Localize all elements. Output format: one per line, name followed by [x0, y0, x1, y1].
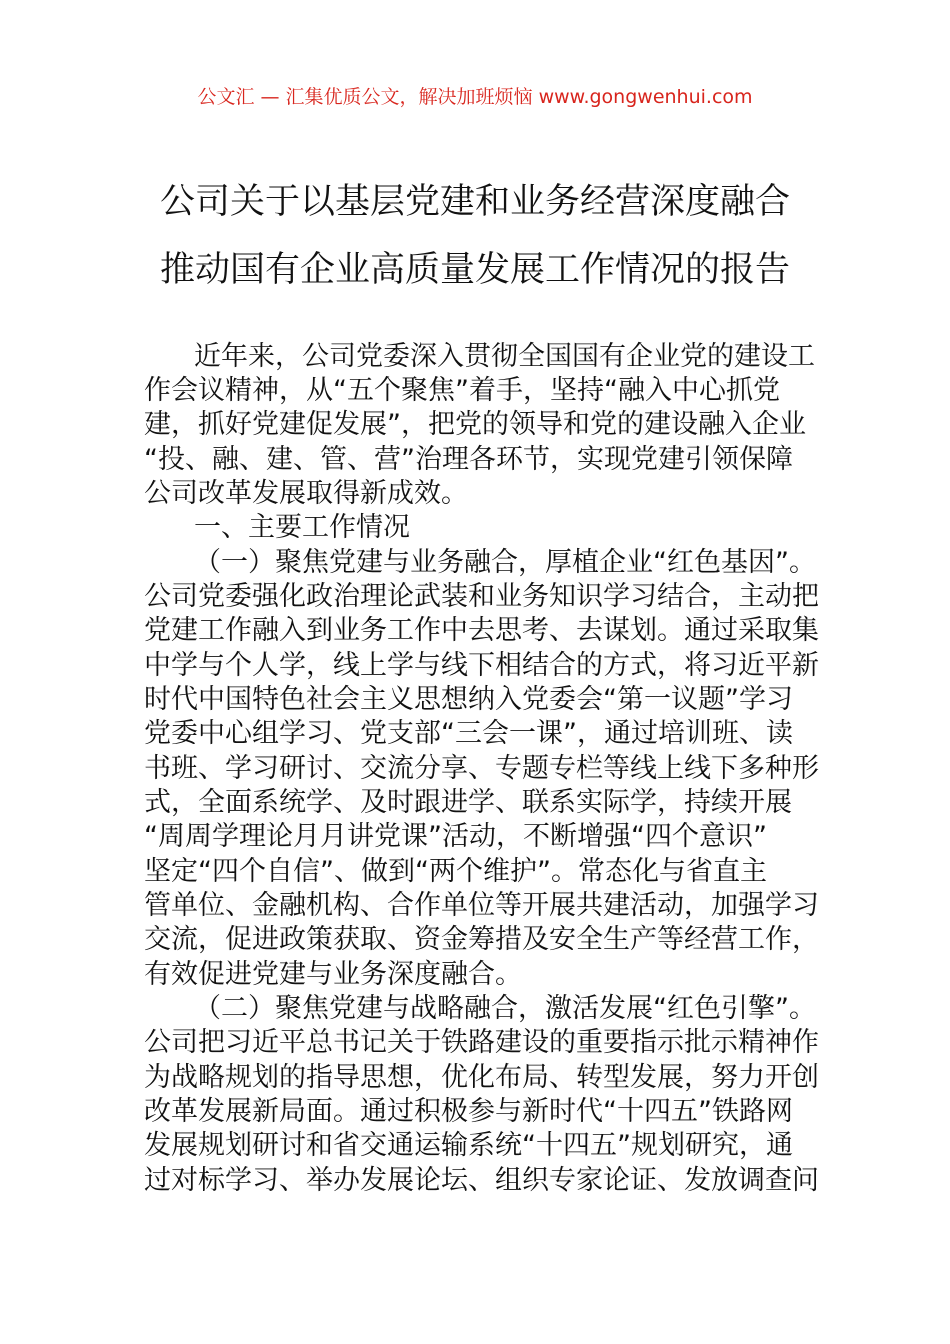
body-line: 党委中心组学习、党支部“三会一课”，通过培训班、读	[144, 718, 793, 749]
subsection-heading: （一）聚焦党建与业务融合，厚植企业“红色基因”。	[194, 547, 816, 578]
body-line: 过对标学习、举办发展论坛、组织专家论证、发放调查问	[144, 1165, 819, 1196]
body-line: 作会议精神，从“五个聚焦”着手，坚持“融入中心抓党	[144, 375, 780, 406]
body-line: 时代中国特色社会主义思想纳入党委会“第一议题”学习	[144, 684, 793, 715]
body-line: 坚定“四个自信”、做到“两个维护”。常态化与省直主	[144, 856, 767, 887]
body-line: 改革发展新局面。通过积极参与新时代“十四五”铁路网	[144, 1096, 793, 1127]
body-line: 为战略规划的指导思想，优化布局、转型发展，努力开创	[144, 1062, 819, 1093]
body-line: 发展规划研讨和省交通运输系统“十四五”规划研究，通	[144, 1130, 793, 1161]
body-line: 党建工作融入到业务工作中去思考、去谋划。通过采取集	[144, 615, 819, 646]
subsection-heading: （二）聚焦党建与战略融合，激活发展“红色引擎”。	[194, 993, 816, 1024]
body-line: 书班、学习研讨、交流分享、专题专栏等线上线下多种形	[144, 753, 819, 784]
body-line: 管单位、金融机构、合作单位等开展共建活动，加强学习	[144, 890, 819, 921]
body-line: 有效促进党建与业务深度融合。	[144, 959, 522, 990]
document-title-line-1: 公司关于以基层党建和业务经营深度融合	[159, 182, 790, 222]
body-line: 式，全面系统学、及时跟进学、联系实际学，持续开展	[144, 787, 792, 818]
body-line: 中学与个人学，线上学与线下相结合的方式，将习近平新	[144, 650, 819, 681]
section-heading: 一、主要工作情况	[194, 512, 410, 543]
body-line: “周周学理论月月讲党课”活动，不断增强“四个意识”	[144, 821, 767, 852]
body-line: 公司党委强化政治理论武装和业务知识学习结合，主动把	[144, 581, 819, 612]
body-line: 交流，促进政策获取、资金筹措及安全生产等经营工作，	[144, 924, 819, 955]
body-line: 建，抓好党建促发展”，把党的领导和党的建设融入企业	[144, 409, 806, 440]
body-line: 公司改革发展取得新成效。	[144, 478, 468, 509]
body-line: “投、融、建、管、营”治理各环节，实现党建引领保障	[144, 444, 793, 475]
site-banner: 公文汇 — 汇集优质公文，解决加班烦恼 www.gongwenhui.com	[197, 86, 753, 108]
body-line: 公司把习近平总书记关于铁路建设的重要指示批示精神作	[144, 1027, 819, 1058]
document-title-line-2: 推动国有企业高质量发展工作情况的报告	[159, 250, 790, 290]
body-line: 近年来，公司党委深入贯彻全国国有企业党的建设工	[194, 341, 815, 372]
